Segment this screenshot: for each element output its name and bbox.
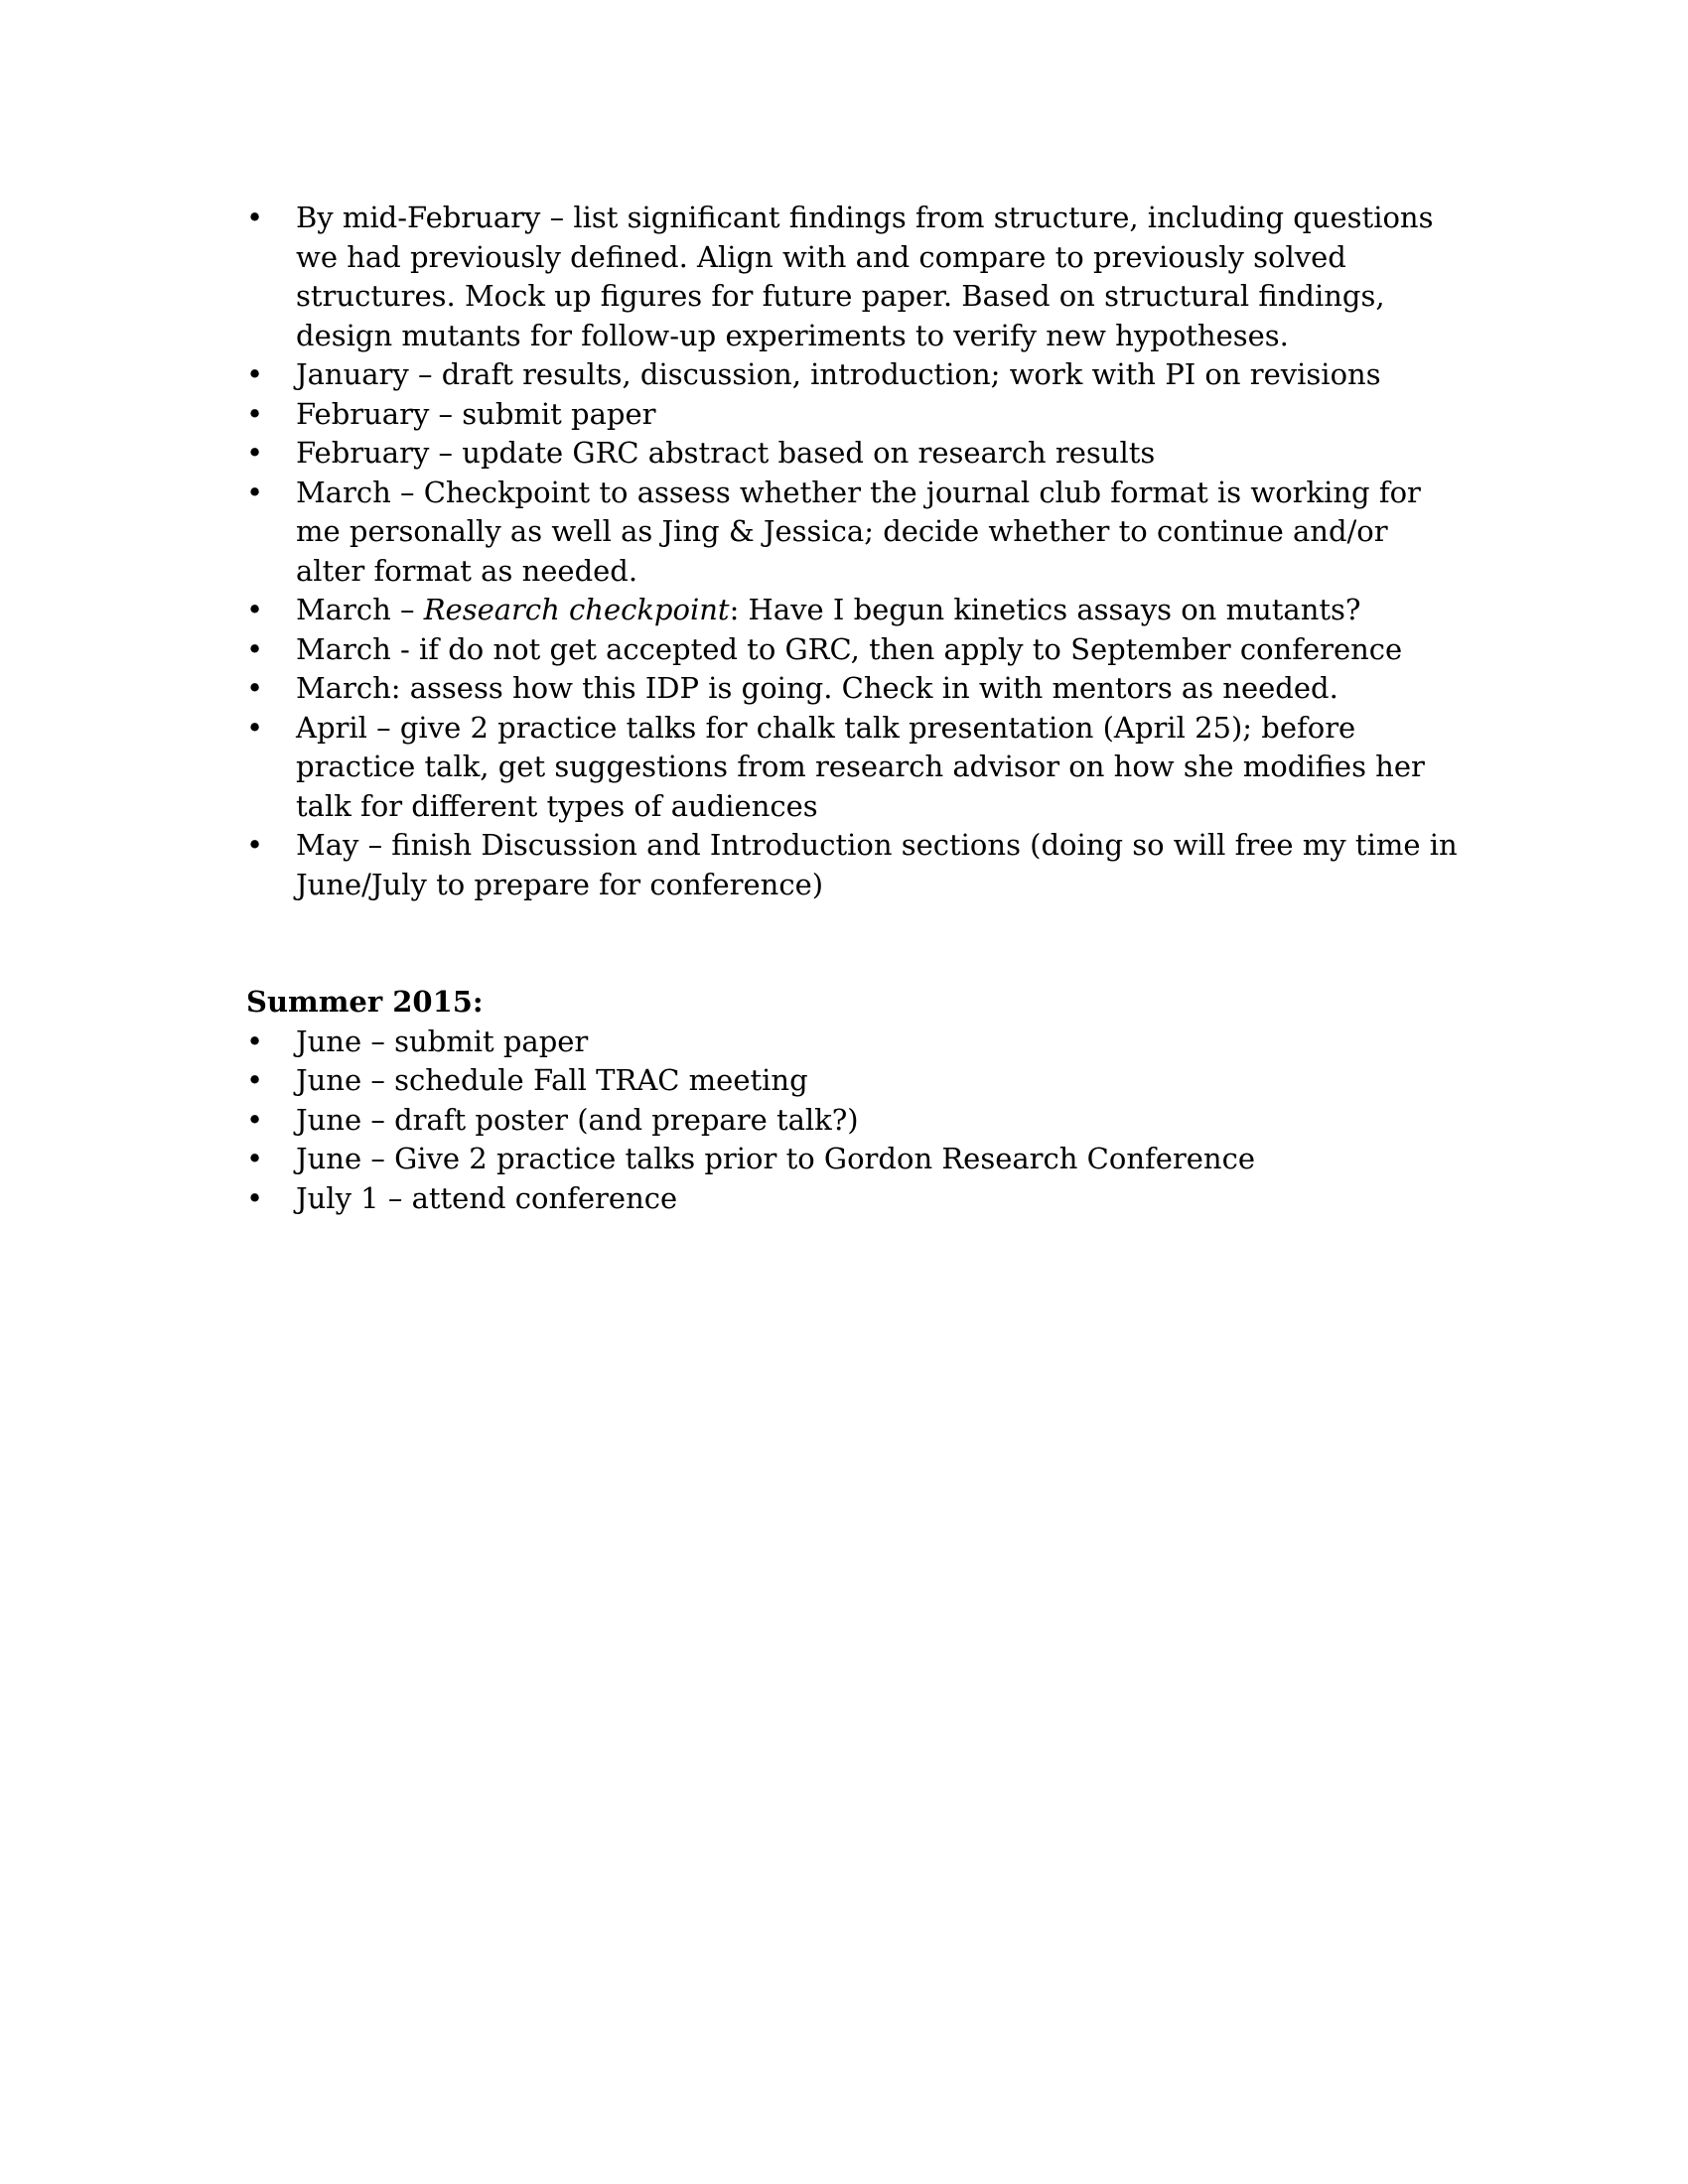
list-item xyxy=(246,591,1458,630)
bullet-icon: • xyxy=(246,828,264,862)
bullet-icon: • xyxy=(246,475,264,509)
list-item xyxy=(246,1140,1458,1179)
bullet-icon: • xyxy=(246,1024,264,1058)
bullet-icon: • xyxy=(246,710,264,745)
list-item-text: June – schedule Fall TRAC meeting xyxy=(296,1063,808,1097)
list-item-text: June – draft poster (and prepare talk?) xyxy=(296,1102,859,1137)
list-item xyxy=(246,434,1458,474)
list-item-text: March – Checkpoint to assess whether the journal club format is working for me personally as well as Jing & Jessica; decide whether to continue and/or alter format as needed. xyxy=(296,475,1421,588)
list-item-text: March: assess how this IDP is going. Check in with mentors as needed. xyxy=(296,671,1338,705)
bullet-icon: • xyxy=(246,593,264,626)
list-item xyxy=(246,395,1458,435)
bullet-icon: • xyxy=(246,1142,264,1175)
list-item xyxy=(246,709,1458,827)
bullet-icon: • xyxy=(246,357,264,391)
list-item xyxy=(246,1023,1458,1062)
list-item-prefix: March – xyxy=(296,593,424,626)
list-item-text: March - if do not get accepted to GRC, then apply to September conference xyxy=(296,631,1403,666)
list-item-text: May – finish Discussion and Introduction sections (doing so will free my time in June/July to prepare for conference) xyxy=(296,828,1458,901)
list-item xyxy=(246,355,1458,395)
list-item xyxy=(246,1179,1458,1219)
list-item xyxy=(246,669,1458,709)
list-item-text: February – update GRC abstract based on research results xyxy=(296,436,1156,470)
summer-task-list xyxy=(246,1023,1458,1219)
list-item xyxy=(246,199,1458,355)
list-item-text: June – Give 2 practice talks prior to Gordon Research Conference xyxy=(296,1142,1255,1175)
bullet-icon: • xyxy=(246,201,264,234)
bullet-icon: • xyxy=(246,671,264,705)
list-item-text: January – draft results, discussion, introduction; work with PI on revisions xyxy=(296,357,1381,391)
list-item-text: April – give 2 practice talks for chalk talk presentation (April 25); before practice talk, get suggestions from research advisor on how she modifies her talk for different types of audiences xyxy=(296,710,1425,823)
bullet-icon: • xyxy=(246,1180,264,1215)
list-item xyxy=(246,474,1458,592)
list-item-text: By mid-February – list significant findings from structure, including questions we had previously defined. Align with and compare to previously solved structures. Mock up figures for future paper. Based on structural findings, design mutants for follow-up experiments to verify new hypotheses. xyxy=(296,201,1434,352)
bullet-icon: • xyxy=(246,631,264,666)
list-item xyxy=(246,1061,1458,1101)
list-item xyxy=(246,1101,1458,1141)
section-heading-summer: Summer 2015: xyxy=(246,985,484,1019)
list-item-text: February – submit paper xyxy=(296,396,656,431)
list-item-text: June – submit paper xyxy=(296,1024,589,1058)
list-item xyxy=(246,826,1458,904)
spring-task-list xyxy=(246,199,1458,904)
bullet-icon: • xyxy=(246,396,264,431)
bullet-icon: • xyxy=(246,1063,264,1097)
list-item-text: : Have I begun kinetics assays on mutants? xyxy=(729,593,1361,626)
bullet-icon: • xyxy=(246,1102,264,1137)
list-item xyxy=(246,630,1458,670)
document-content xyxy=(246,199,1458,1218)
bullet-icon: • xyxy=(246,436,264,470)
list-item-emphasis: Research checkpoint xyxy=(423,593,730,626)
list-item-text: July 1 – attend conference xyxy=(296,1180,678,1215)
